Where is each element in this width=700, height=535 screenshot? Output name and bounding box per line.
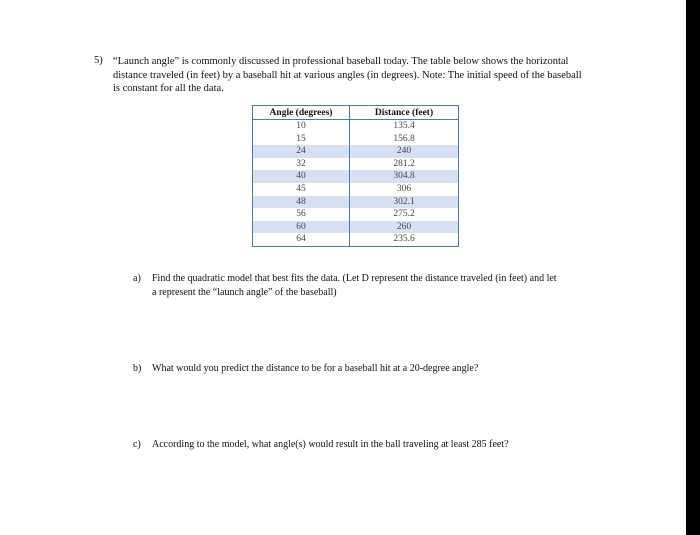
distance-cell: 302.1: [350, 196, 459, 209]
angle-cell: 24: [253, 145, 350, 158]
part-b-label: b): [133, 363, 142, 374]
table-row: [253, 145, 459, 158]
table-row: [253, 196, 459, 209]
angle-cell: 10: [253, 120, 350, 133]
table-row: [253, 133, 459, 146]
data-table-container: [252, 105, 459, 247]
distance-cell: 304.8: [350, 170, 459, 183]
question-line-2: distance traveled (in feet) by a baseball hit at various angles (in degrees). Note: The initial speed of the baseball: [113, 69, 582, 81]
question-line-1: “Launch angle” is commonly discussed in professional baseball today. The table below shows the horizontal: [113, 56, 569, 67]
angle-distance-table: [252, 105, 459, 247]
table-header-row: [253, 106, 459, 120]
header-distance: Distance (feet): [350, 106, 459, 120]
question-number: 5): [94, 55, 103, 66]
part-c-text: According to the model, what angle(s) would result in the ball traveling at least 285 feet?: [152, 439, 509, 450]
angle-cell: 64: [253, 233, 350, 246]
distance-cell: 281.2: [350, 158, 459, 171]
angle-cell: 48: [253, 196, 350, 209]
question-line-3: is constant for all the data.: [113, 83, 224, 94]
distance-cell: 235.6: [350, 233, 459, 246]
angle-cell: 45: [253, 183, 350, 196]
angle-cell: 60: [253, 221, 350, 234]
distance-cell: 275.2: [350, 208, 459, 221]
distance-cell: 260: [350, 221, 459, 234]
table-row: [253, 183, 459, 196]
part-a-line-1: Find the quadratic model that best fits the data. (Let D represent the distance traveled (in feet) and let: [152, 273, 557, 284]
table-row: [253, 120, 459, 133]
angle-cell: 56: [253, 208, 350, 221]
table-row: [253, 233, 459, 246]
part-b-text: What would you predict the distance to be for a baseball hit at a 20-degree angle?: [152, 363, 479, 374]
table-row: [253, 158, 459, 171]
angle-cell: 32: [253, 158, 350, 171]
distance-cell: 135.4: [350, 120, 459, 133]
distance-cell: 156.8: [350, 133, 459, 146]
distance-cell: 240: [350, 145, 459, 158]
part-a-line-2: a represent the “launch angle” of the baseball): [152, 286, 337, 298]
part-a-text: [152, 272, 557, 299]
part-c-label: c): [133, 439, 141, 450]
table-row: [253, 170, 459, 183]
angle-cell: 40: [253, 170, 350, 183]
part-a-label: a): [133, 273, 141, 284]
question-text: [113, 55, 633, 96]
distance-cell: 306: [350, 183, 459, 196]
header-angle: Angle (degrees): [253, 106, 350, 120]
table-row: [253, 221, 459, 234]
angle-cell: 15: [253, 133, 350, 146]
table-row: [253, 208, 459, 221]
